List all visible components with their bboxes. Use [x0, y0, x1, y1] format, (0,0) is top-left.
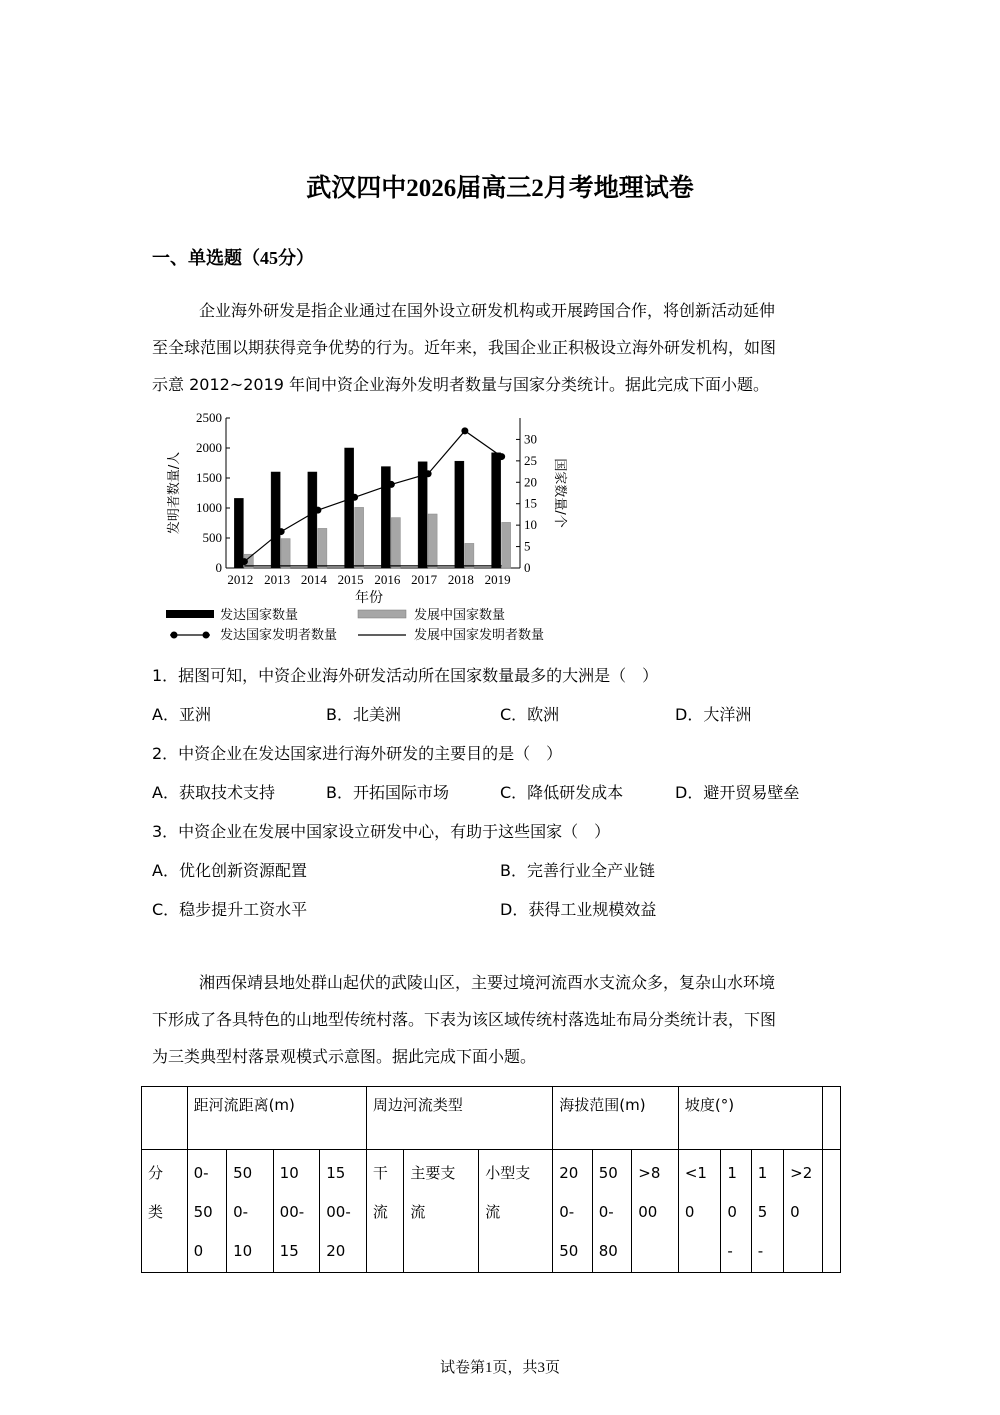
table-row — [142, 1150, 841, 1273]
row-label-line: 类 — [148, 1203, 164, 1221]
table-cell-line: 00 — [638, 1203, 658, 1221]
y-tick-label: 1000 — [196, 500, 222, 515]
x-tick-label: 2019 — [484, 572, 511, 587]
table-header-row — [142, 1087, 841, 1150]
bar-developed — [271, 472, 280, 568]
bar-developing — [465, 543, 474, 568]
header-river-type: 周边河流类型 — [366, 1087, 552, 1150]
row-label-line: 分 — [148, 1164, 164, 1182]
line-point — [241, 558, 248, 565]
bar-developing — [502, 522, 511, 568]
table-cell — [751, 1150, 783, 1273]
legend-swatch-developing — [358, 610, 406, 618]
bar-developing — [318, 528, 327, 568]
table-cell-line: 0- — [233, 1203, 249, 1221]
bar-developing — [355, 507, 364, 568]
header-distance: 距河流距离(m) — [187, 1087, 366, 1150]
line-point — [278, 528, 285, 535]
x-tick-label: 2013 — [264, 572, 291, 587]
paragraph-line: 示意 2012~2019 年间中资企业海外发明者数量与国家分类统计。据此完成下面小题。 — [152, 375, 770, 394]
bar-developed — [455, 461, 464, 568]
page-footer: 试卷第1页，共3页 — [439, 1360, 560, 1376]
paragraph-line: 企业海外研发是指企业通过在国外设立研发机构或开展跨国合作，将创新活动延伸 — [199, 301, 776, 320]
paragraph-line: 下形成了各具特色的山地型传统村落。下表为该区域传统村落选址布局分类统计表，下图 — [152, 1010, 777, 1029]
table-cell-line: 10 — [233, 1242, 253, 1260]
x-tick-label: 2018 — [447, 572, 474, 587]
line-point — [314, 507, 321, 514]
bar-developed — [345, 448, 354, 568]
table-cell-line: 0 — [727, 1203, 737, 1221]
table-cell — [592, 1150, 632, 1273]
header-altitude: 海拔范围(m) — [553, 1087, 679, 1150]
table-cell-line: 50 — [559, 1242, 579, 1260]
line-point — [461, 427, 468, 434]
legend-swatch-developed — [166, 610, 214, 618]
y2-tick-label: 0 — [524, 560, 531, 575]
y-tick-label: 1500 — [196, 470, 222, 485]
table-cell-line: 1 — [727, 1164, 737, 1182]
section-heading: 一、单选题（45分） — [152, 248, 314, 268]
question-2-stem: 2．中资企业在发达国家进行海外研发的主要目的是（ ） — [152, 744, 563, 763]
question-1-option-d: D．大洋洲 — [675, 705, 752, 724]
y2-tick-label: 30 — [524, 431, 537, 447]
table-cell-line: 50 — [193, 1203, 213, 1221]
bar-developed — [418, 462, 427, 568]
bar-developing — [428, 514, 437, 568]
header-slope: 坡度(°) — [678, 1087, 822, 1150]
table-cell-line: - — [757, 1242, 764, 1260]
table-cell — [187, 1150, 227, 1273]
table-corner-cell — [142, 1087, 188, 1150]
line-point — [388, 481, 395, 488]
table-cell-line: 00- — [326, 1203, 351, 1221]
x-tick-label: 2016 — [374, 572, 401, 587]
y2-tick-label: 15 — [524, 495, 537, 511]
table-cell-line: 0 — [684, 1203, 695, 1221]
line-point — [425, 470, 432, 477]
x-tick-label: 2012 — [227, 572, 254, 587]
table-cell-line: 0- — [193, 1164, 209, 1182]
inventor-country-chart — [160, 408, 570, 648]
question-2-option-b: B．开拓国际市场 — [326, 783, 449, 802]
x-tick-label: 2014 — [300, 572, 327, 587]
table-cell-line: 0- — [598, 1203, 614, 1221]
legend-marker — [203, 632, 210, 639]
question-1-stem: 1．据图可知，中资企业海外研发活动所在国家数量最多的大洲是（ ） — [152, 666, 659, 685]
table-cell — [404, 1150, 479, 1273]
question-3-stem: 3．中资企业在发展中国家设立研发中心，有助于这些国家（ ） — [152, 822, 611, 841]
y-tick-label: 2500 — [196, 410, 222, 425]
x-tick-label: 2017 — [411, 572, 438, 587]
table-cell-line: 50 — [233, 1164, 253, 1182]
table-cell-line: 主要支 — [410, 1164, 456, 1182]
table-cell-line: 流 — [372, 1203, 388, 1221]
y2-tick-label: 5 — [524, 538, 531, 554]
y2-tick-label: 25 — [524, 452, 537, 468]
y-tick-label: 500 — [202, 530, 222, 545]
table-extra-cell — [822, 1150, 840, 1273]
bar-developing — [391, 518, 400, 568]
table-cell-line: >2 — [790, 1164, 813, 1182]
legend-label: 发展中国家发明者数量 — [414, 628, 545, 643]
question-3-option-b: B．完善行业全产业链 — [500, 861, 655, 880]
table-cell-line: 15 — [326, 1164, 346, 1182]
table-cell — [273, 1150, 320, 1273]
table-cell-line: 0- — [559, 1203, 575, 1221]
legend-label: 发展中国家数量 — [414, 608, 506, 623]
y2-tick-label: 20 — [524, 474, 537, 490]
question-1-option-b: B．北美洲 — [326, 705, 401, 724]
bar-developed — [381, 467, 390, 568]
bar-developed — [308, 472, 317, 568]
legend-label: 发达国家数量 — [220, 608, 299, 623]
y2-tick-label: 10 — [524, 517, 537, 533]
table-cell-line: 1 — [757, 1164, 768, 1182]
table-cell-line: 15 — [279, 1242, 299, 1260]
table-cell — [784, 1150, 823, 1273]
paragraph-line: 为三类典型村落景观模式示意图。据此完成下面小题。 — [152, 1047, 537, 1066]
paragraph-line: 湘西保靖县地处群山起伏的武陵山区，主要过境河流酉水支流众多，复杂山水环境 — [199, 973, 776, 992]
intro-paragraph-2 — [152, 964, 842, 1075]
table-cell — [721, 1150, 751, 1273]
table-cell-line: 小型支 — [485, 1164, 531, 1182]
line-point — [498, 453, 505, 460]
question-1-option-a: A．亚洲 — [152, 705, 211, 724]
table-cell — [553, 1150, 593, 1273]
x-axis-label: 年份 — [355, 591, 383, 606]
line-point — [351, 494, 358, 501]
question-3-option-c: C．稳步提升工资水平 — [152, 900, 308, 919]
y-tick-label: 2000 — [196, 440, 222, 455]
table-cell-line: 0 — [790, 1203, 800, 1221]
bar-developed — [234, 498, 243, 568]
table-cell — [227, 1150, 274, 1273]
page-title: 武汉四中2026届高三2月考地理试卷 — [306, 175, 694, 202]
table-cell-line: 80 — [598, 1242, 618, 1260]
table-cell-line: 流 — [410, 1203, 426, 1221]
table-cell-line: <1 — [684, 1164, 707, 1182]
table-extra-cell — [822, 1087, 840, 1150]
question-2-option-c: C．降低研发成本 — [500, 783, 624, 802]
y-axis-label: 发明者数量/人 — [167, 451, 182, 535]
table-cell-line: 10 — [279, 1164, 299, 1182]
bar-developing — [281, 539, 290, 568]
table-cell-line: 干 — [372, 1164, 388, 1182]
question-3-option-d: D．获得工业规模效益 — [500, 900, 657, 919]
table-cell-line: 50 — [598, 1164, 618, 1182]
question-2-option-d: D．避开贸易壁垒 — [675, 783, 800, 802]
table-cell — [320, 1150, 367, 1273]
village-site-table — [141, 1086, 841, 1273]
table-cell-line: 0 — [193, 1242, 204, 1260]
table-cell — [479, 1150, 553, 1273]
table-cell-line: 5 — [757, 1203, 768, 1221]
legend-marker — [171, 632, 178, 639]
table-cell — [632, 1150, 679, 1273]
table-cell-line: 00- — [279, 1203, 305, 1221]
table-cell-line: - — [727, 1242, 733, 1260]
y2-axis-label: 国家数量/个 — [552, 458, 567, 528]
table-cell-line: 20 — [326, 1242, 346, 1260]
table-cell-line: >8 — [638, 1164, 661, 1182]
question-3-option-a: A．优化创新资源配置 — [152, 861, 307, 880]
intro-paragraph-1 — [152, 292, 842, 403]
question-1-option-c: C．欧洲 — [500, 705, 560, 724]
table-cell-line: 流 — [485, 1203, 501, 1221]
row-label-cell — [142, 1150, 188, 1273]
paragraph-line: 至全球范围以期获得竞争优势的行为。近年来，我国企业正积极设立海外研发机构，如图 — [152, 338, 777, 357]
bar-developed — [492, 453, 501, 568]
table-cell — [366, 1150, 403, 1273]
question-2-option-a: A．获取技术支持 — [152, 783, 275, 802]
table-cell — [678, 1150, 721, 1273]
x-tick-label: 2015 — [337, 572, 364, 587]
table-cell-line: 20 — [559, 1164, 579, 1182]
y-tick-label: 0 — [215, 560, 222, 575]
legend-label: 发达国家发明者数量 — [220, 628, 338, 643]
